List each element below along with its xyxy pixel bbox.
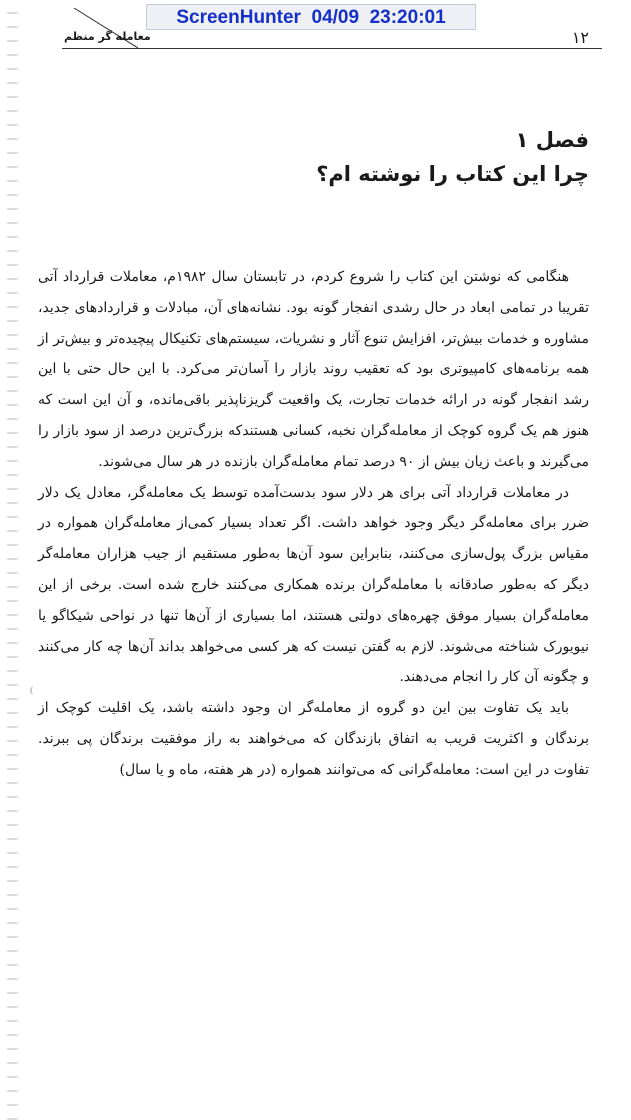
margin-mark <box>30 686 37 695</box>
screenhunter-stamp: ScreenHunter 04/09 23:20:01 <box>146 4 476 30</box>
binder-holes <box>4 0 20 850</box>
header-rule <box>62 48 602 49</box>
chapter-number: فصل ۱ <box>515 128 589 152</box>
paragraph: در معاملات قرارداد آتی برای هر دلار سود بدست‌آمده توسط یک معامله‌گر، معادل یک دلار ضرر برای معامله‌گر دیگر وجود خواهد داشت. اگر تعداد بسیار کمی‌از معامله‌گران همواره در مقیاس بزرگ پول‌سازی می‌کنند، بنابراین سود آن‌ها به‌طور مستقیم از جیب هزاران معامله‌گر دیگر که به‌طور صادقانه با معامله‌گران برنده همکاری می‌کنند خارج شده است. برخی از این معامله‌گران بسیار موفق چهره‌های دولتی هستند، اما بسیاری از آن‌ها تنها در نواحی شیکاگو یا نیویورک شناخته می‌شوند. لازم به گفتن نیست که هر کسی می‌خواهد بداند آن‌ها چه کار می‌کنند و چگونه آن کار را انجام می‌دهند. <box>38 484 589 686</box>
running-head-title: معامله گر منظم <box>64 30 151 43</box>
body-text <box>38 262 589 786</box>
chapter-title: چرا این کتاب را نوشته ام؟ <box>316 162 589 186</box>
page-number: ۱۲ <box>571 28 589 47</box>
paragraph: هنگامی که نوشتن این کتاب را شروع کردم، در تابستان سال ۱۹۸۲م، معاملات قرارداد آتی تقریبا در تمامی ابعاد در حال رشدی انفجار گونه بود. نشانه‌های آن، مبادلات و قراردادهای جدید، مشاوره و خدمات بیش‌تر، افزایش تنوع آثار و نشریات، سیستم‌های تکنیکال پیچیده‌تر و بیش‌تر از همه برنامه‌های کامپیوتری بود که تعقیب روند بازار را آسان‌تر می‌کرد. با این حال حتی با این رشد انفجار گونه در ارائه خدمات تجارت، یک واقعیت گریزناپذیر باقی‌مانده، و آن این است که هنوز هم یک گروه کوچک از معامله‌گران نخبه، کسانی هستندکه بزرگ‌ترین درصد از سود بازار را می‌گیرند و باعث زیان بیش از ۹۰ درصد تمام معامله‌گران بازنده در هر سال می‌شوند. <box>38 269 589 470</box>
paragraph: باید یک تفاوت بین این دو گروه از معامله‌گر ان وجود داشته باشد، یک اقلیت کوچک از برندگان و اکثریت قریب به اتفاق بازندگان که می‌خواهند به راز موفقیت برندگان پی ببرند. تفاوت در این است: معامله‌گرانی که می‌توانند همواره (در هر هفته، ماه و یا سال) <box>38 700 589 778</box>
